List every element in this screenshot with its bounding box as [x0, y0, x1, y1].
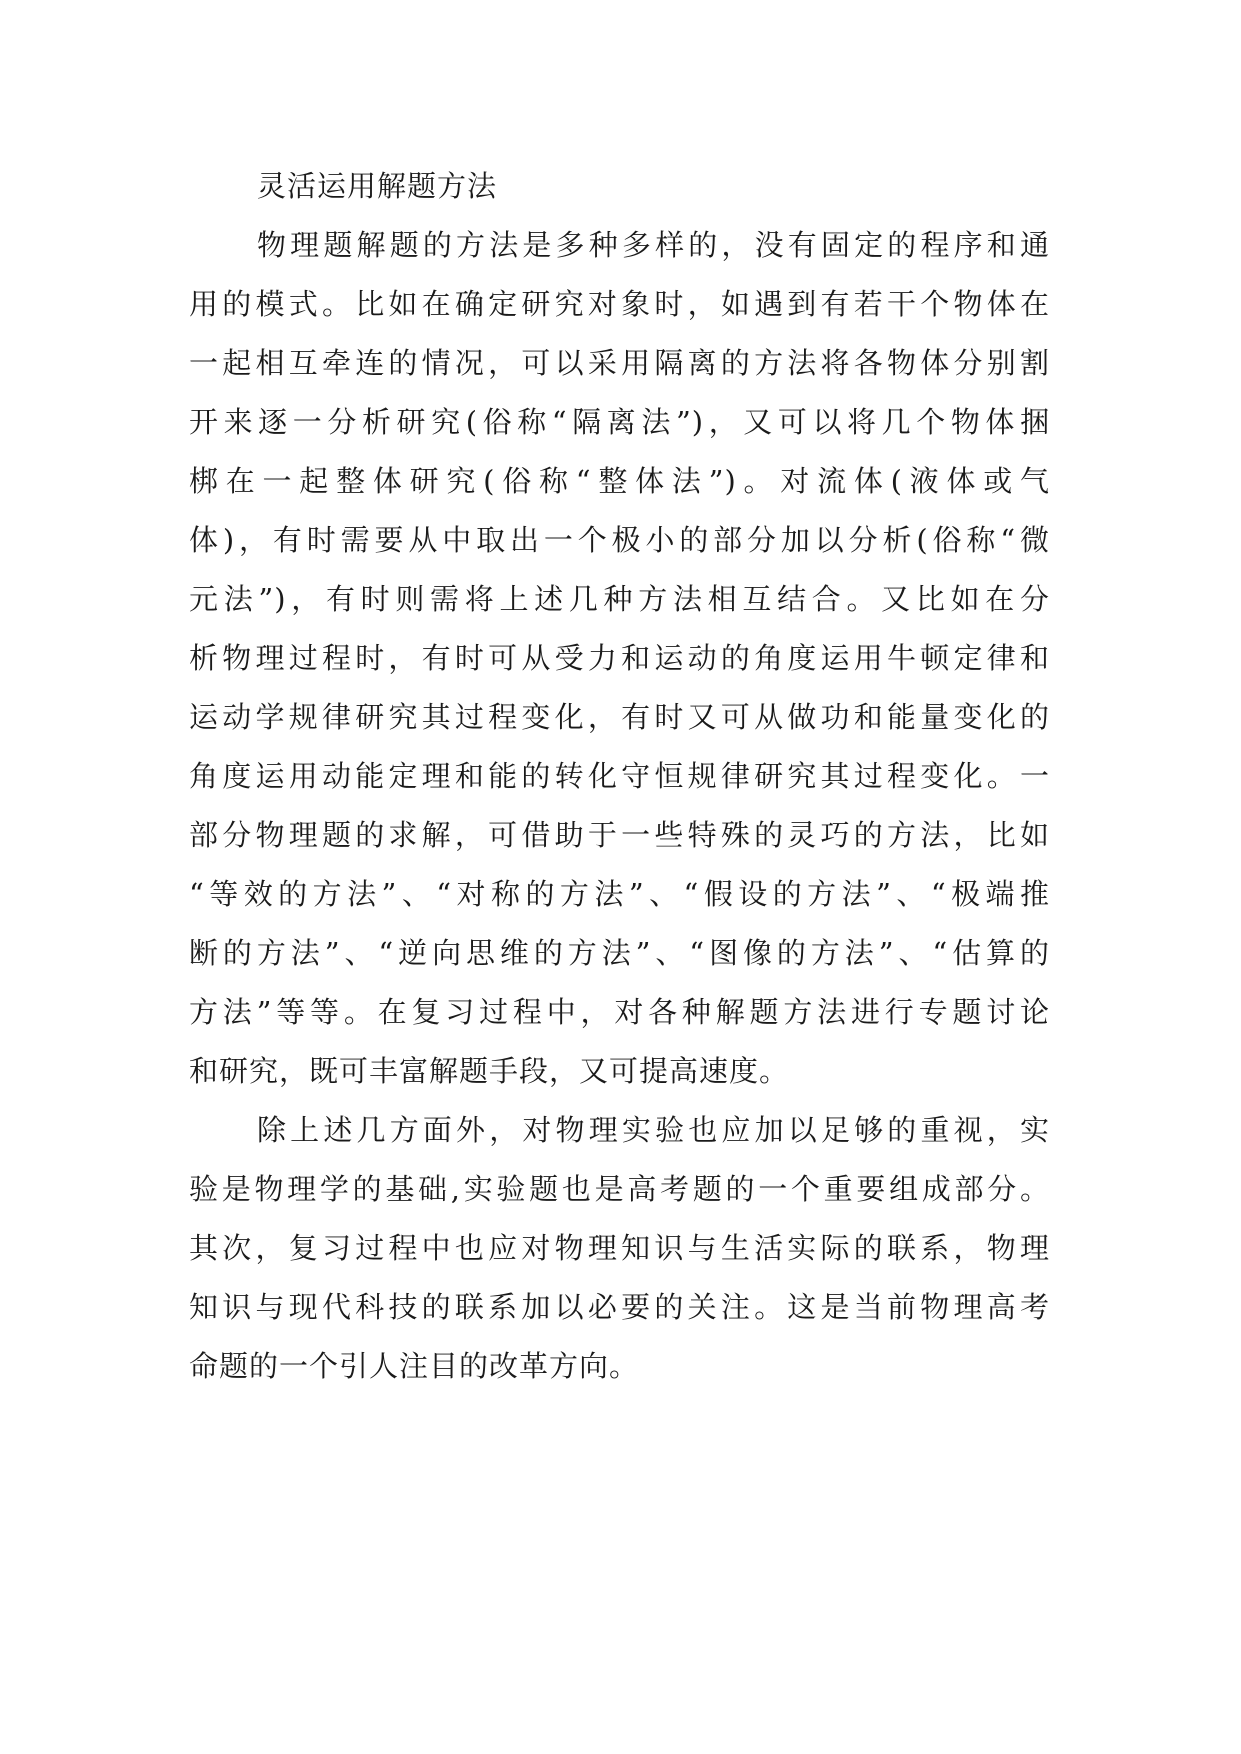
text-line: 开来逐一分析研究(俗称“隔离法”)，又可以将几个物体捆 [189, 405, 1050, 439]
text-line: 断的方法”、“逆向思维的方法”、“图像的方法”、“估算的 [189, 936, 1050, 970]
text-line: 验是物理学的基础,实验题也是高考题的一个重要组成部分。 [189, 1172, 1050, 1206]
text-line: 运动学规律研究其过程变化，有时又可从做功和能量变化的 [189, 700, 1050, 734]
text-line: “等效的方法”、“对称的方法”、“假设的方法”、“极端推 [189, 877, 1050, 911]
text-line: 析物理过程时，有时可从受力和运动的角度运用牛顿定律和 [189, 641, 1050, 675]
document-body [189, 157, 1050, 1396]
text-line: 角度运用动能定理和能的转化守恒规律研究其过程变化。一 [189, 759, 1050, 793]
text-line: 体)，有时需要从中取出一个极小的部分加以分析(俗称“微 [189, 523, 1050, 557]
text-line: 物理题解题的方法是多种多样的，没有固定的程序和通 [257, 228, 1050, 262]
text-line: 一起相互牵连的情况，可以采用隔离的方法将各物体分别割 [189, 346, 1050, 380]
text-line: 和研究，既可丰富解题手段，又可提高速度。 [189, 1054, 790, 1088]
paragraph-1 [189, 216, 1050, 1101]
text-line: 元法”)，有时则需将上述几种方法相互结合。又比如在分 [189, 582, 1050, 616]
paragraph-2 [189, 1101, 1050, 1396]
text-line: 方法”等等。在复习过程中，对各种解题方法进行专题讨论 [189, 995, 1050, 1029]
section-heading: 灵活运用解题方法 [257, 169, 498, 203]
text-line: 用的模式。比如在确定研究对象时，如遇到有若干个物体在 [189, 287, 1050, 321]
text-line: 知识与现代科技的联系加以必要的关注。这是当前物理高考 [189, 1290, 1050, 1324]
text-line: 除上述几方面外，对物理实验也应加以足够的重视，实 [257, 1113, 1050, 1147]
text-line: 命题的一个引人注目的改革方向。 [189, 1349, 640, 1383]
text-line: 其次，复习过程中也应对物理知识与生活实际的联系，物理 [189, 1231, 1050, 1265]
text-line: 部分物理题的求解，可借助于一些特殊的灵巧的方法，比如 [189, 818, 1050, 852]
text-line: 梆在一起整体研究(俗称“整体法”)。对流体(液体或气 [189, 464, 1050, 498]
